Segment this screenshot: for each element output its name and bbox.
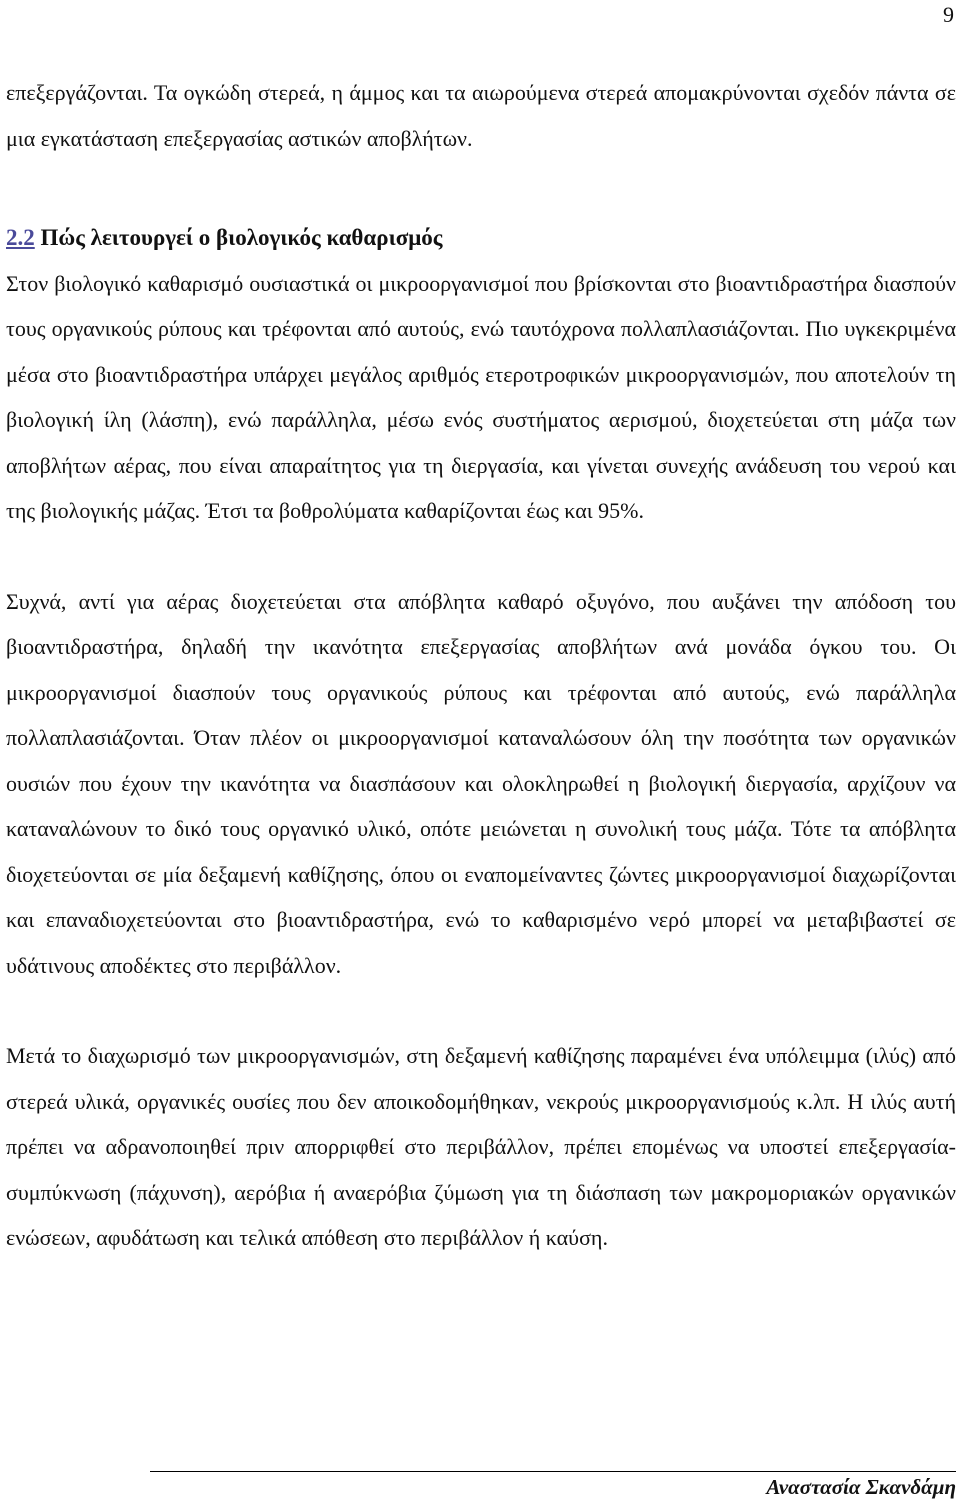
section-title: Πώς λειτουργεί ο βιολογικός καθαρισμός (40, 225, 443, 250)
spacer (6, 988, 956, 1033)
document-body (6, 70, 956, 1261)
paragraph-biological-treatment: Στον βιολογικό καθαρισμό ουσιαστικά οι μικροοργανισμοί που βρίσκονται στο βιοαντιδραστήρα διασπούν τους οργανικούς ρύπους και τρέφονται από αυτούς, ενώ ταυτόχρονα πολλαπλασιάζονται. Πιο υγκεκριμένα μέσα στο βιοαντιδραστήρα υπάρχει μεγάλος αριθμός ετεροτροφικών μικροοργανισμών, που αποτελούν τη βιολογική ίλη (λάσπη), ενώ παράλληλα, μέσω ενός συστήματος αερισμού, διοχετεύεται στη μάζα των αποβλήτων αέρας, που είναι απαραίτητος για τη διεργασία, και γίνεται συνεχής ανάδευση του νερού και της βιολογικής μάζας. Έτσι τα βοθρολύματα καθαρίζονται έως και 95%. (6, 270, 956, 523)
footer-rule (150, 1471, 956, 1472)
spacer (6, 534, 956, 579)
page-number: 9 (943, 2, 954, 27)
footer-author: Αναστασία Σκανδάμη (762, 1474, 956, 1500)
section-heading (6, 215, 956, 261)
intro-paragraph: επεξεργάζονται. Τα ογκώδη στερεά, η άμμος και τα αιωρούμενα στερεά απομακρύνονται σχεδόν πάντα σε μια εγκατάσταση επεξεργασίας αστικών αποβλήτων. (6, 80, 956, 151)
paragraph-oxygen: Συχνά, αντί για αέρας διοχετεύεται στα απόβλητα καθαρό οξυγόνο, που αυξάνει την απόδοση του βιοαντιδραστήρα, δηλαδή την ικανότητα επεξεργασίας αποβλήτων ανά μονάδα όγκου του. Οι μικροοργανισμοί διασπούν τους οργανικούς ρύπους και τρέφονται από αυτούς, ενώ παράλληλα πολλαπλασιάζονται. Όταν πλέον οι μικροοργανισμοί καταναλώσουν όλη την ποσότητα των οργανικών ουσιών που έχουν την ικανότητα να διασπάσουν και ολοκληρωθεί η βιολογική διεργασία, αρχίζουν να καταναλώνουν το δικό τους οργανικό υλικό, οπότε μειώνεται η συνολική τους μάζα. Τότε τα απόβλητα διοχετεύονται σε μία δεξαμενή καθίζησης, όπου οι εναπομείναντες ζώντες μικροοργανισμοί διαχωρίζονται και επαναδιοχετεύονται στο βιοαντιδραστήρα, ενώ το καθαρισμένο νερό μπορεί να μεταβιβαστεί σε υδάτινους αποδέκτες στο περιβάλλον. (6, 588, 956, 978)
section-number-link[interactable]: 2.2 (6, 225, 35, 250)
paragraph-sludge: Μετά το διαχωρισμό των μικροοργανισμών, στη δεξαμενή καθίζησης παραμένει ένα υπόλειμμα (ιλύς) από στερεά υλικά, οργανικές ουσίες που δεν αποικοδομήθηκαν, νεκρούς μικροοργανισμούς κ.λπ. Η ιλύς αυτή πρέπει να αδρανοποιηθεί πριν απορριφθεί στο περιβάλλον, πρέπει επομένως να υποστεί επεξεργασία-συμπύκνωση (πάχυνση), αερόβια ή αναερόβια ζύμωση για τη διάσπαση των μακρομοριακών οργανικών ενώσεων, αφυδάτωση και τελικά απόθεση στο περιβάλλον ή καύση. (6, 1043, 956, 1250)
spacer (6, 161, 956, 215)
